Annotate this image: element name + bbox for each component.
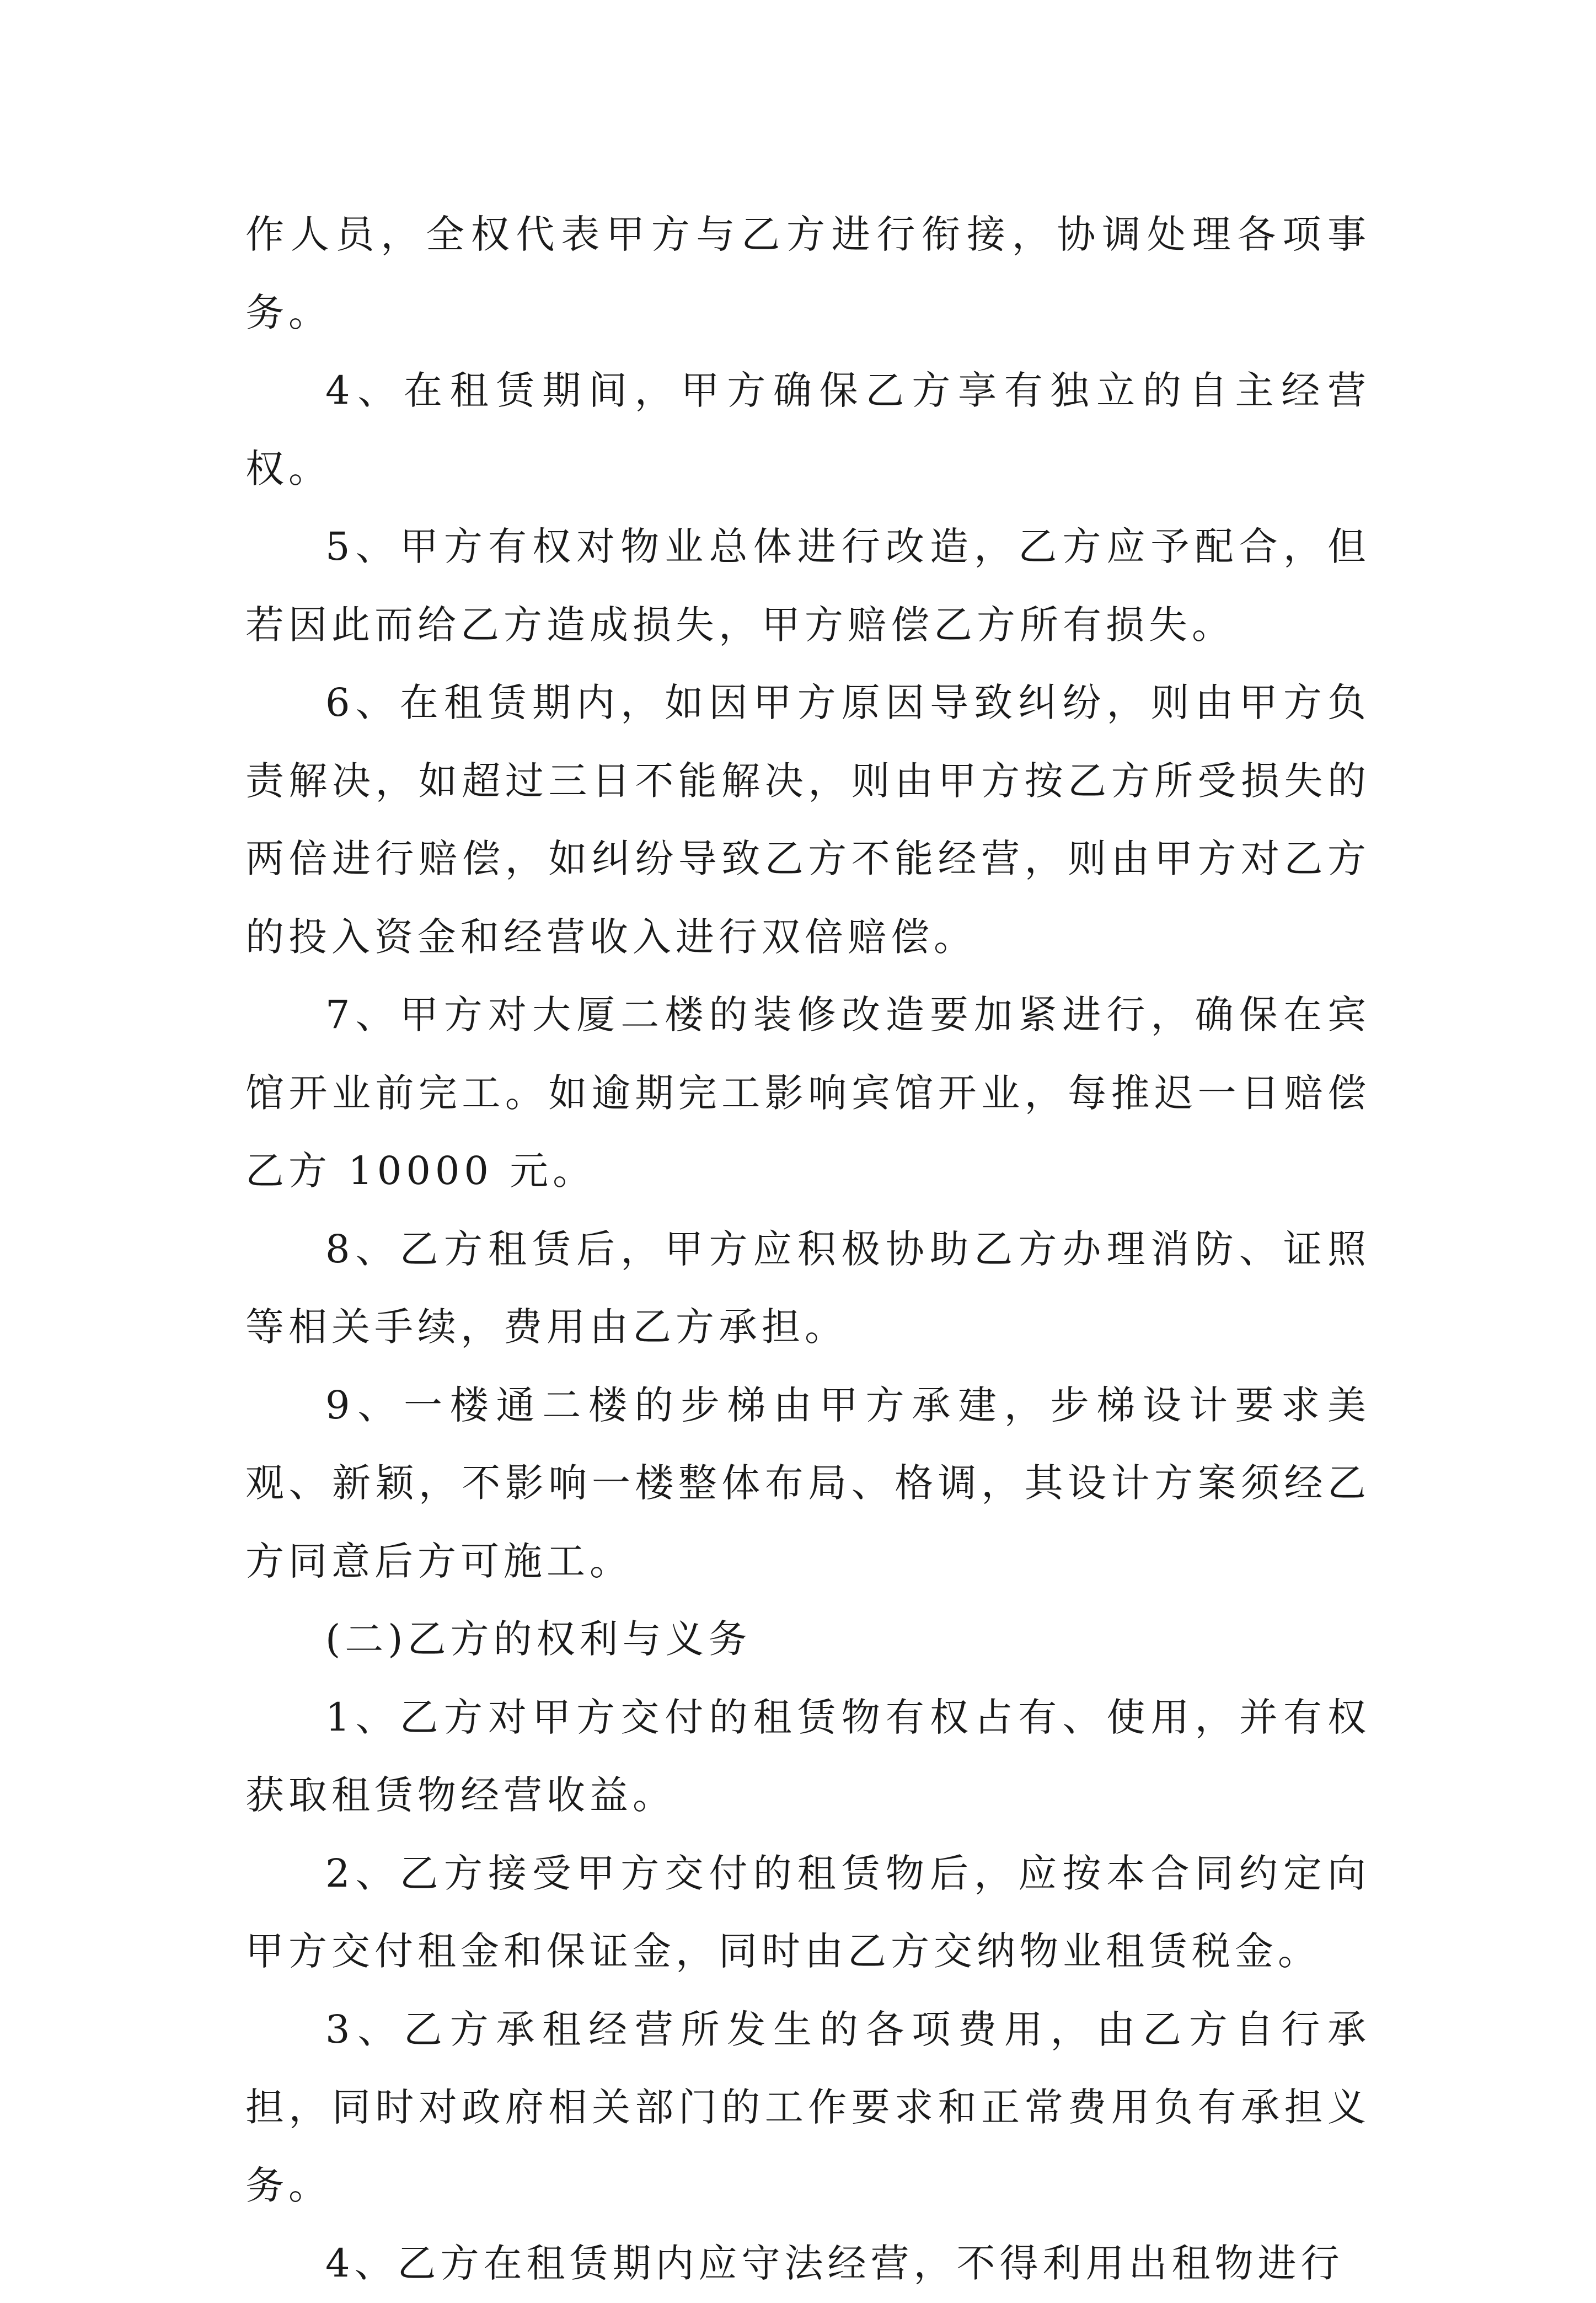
clause-a6: 6、在租赁期内，如因甲方原因导致纠纷，则由甲方负责解决，如超过三日不能解决，则由甲方按乙方所受损失的两倍进行赔偿，如纠纷导致乙方不能经营，则由甲方对乙方的投入资金和经营收入进行双倍赔偿。 xyxy=(245,680,1370,960)
clause-b3: 3、乙方承租经营所发生的各项费用，由乙方自行承担，同时对政府相关部门的工作要求和正常费用负有承担义务。 xyxy=(245,2006,1370,2208)
document-body xyxy=(245,196,1370,2303)
clause-a4: 4、在租赁期间，甲方确保乙方享有独立的自主经营权。 xyxy=(245,368,1370,491)
clause-a5: 5、甲方有权对物业总体进行改造，乙方应予配合，但若因此而给乙方造成损失，甲方赔偿乙方所有损失。 xyxy=(245,524,1370,647)
clause-b1: 1、乙方对甲方交付的租赁物有权占有、使用，并有权获取租赁物经营收益。 xyxy=(245,1694,1370,1818)
clause-a8: 8、乙方租赁后，甲方应积极协助乙方办理消防、证照等相关手续，费用由乙方承担。 xyxy=(245,1226,1370,1349)
section-heading-party-b: (二)乙方的权利与义务 xyxy=(325,1616,752,1662)
clause-b2: 2、乙方接受甲方交付的租赁物后，应按本合同约定向甲方交付租金和保证金，同时由乙方交纳物业租赁税金。 xyxy=(245,1850,1370,1974)
clause-a9: 9、一楼通二楼的步梯由甲方承建，步梯设计要求美观、新颖，不影响一楼整体布局、格调，其设计方案须经乙方同意后方可施工。 xyxy=(245,1382,1370,1584)
clause-b4: 4、乙方在租赁期内应守法经营，不得利用出租物进行 xyxy=(325,2241,1344,2286)
clause-a7: 7、甲方对大厦二楼的装修改造要加紧进行，确保在宾馆开业前完工。如逾期完工影响宾馆开业，每推迟一日赔偿乙方 10000 元。 xyxy=(245,992,1370,1193)
paragraph-continuation: 作人员，全权代表甲方与乙方进行衔接，协调处理各项事务。 xyxy=(245,212,1370,335)
